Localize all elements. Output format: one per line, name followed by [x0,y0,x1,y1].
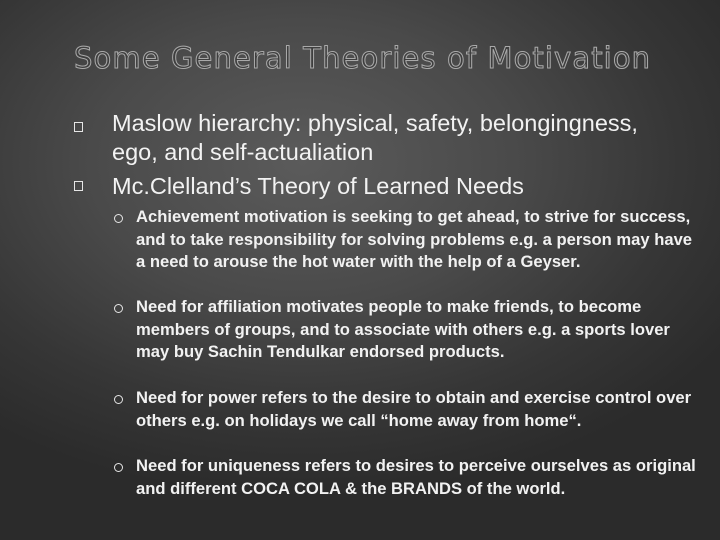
sub-bullet-achievement: Achievement motivation is seeking to get ahead, to strive for success, and to take responsibility for solving problems e.g. a person may have a need to arouse the hot water with the help of a Geyser. [136,207,693,272]
bullet-mcclelland: Mc.Clelland’s Theory of Learned Needs [112,173,524,199]
bullet-maslow: Maslow hierarchy: physical, safety, belongingness, ego, and self-actualiation [112,110,638,165]
circle-bullet-icon [114,304,123,313]
sub-bullet-power: Need for power refers to the desire to obtain and exercise control over others e.g. on holidays we call “home away from home“. [136,388,692,430]
circle-bullet-icon [114,395,123,404]
sub-bullet-uniqueness: Need for uniqueness refers to desires to perceive ourselves as original and different COCA COLA & the BRANDS of the world. [136,456,696,498]
sub-bullet-affiliation: Need for affiliation motivates people to make friends, to become members of groups, and to associate with others e.g. a sports lover may buy Sachin Tendulkar endorsed products. [136,297,670,362]
circle-bullet-icon [114,214,123,223]
square-bullet-icon [74,122,83,132]
square-bullet-icon [74,181,83,191]
circle-bullet-icon [114,463,123,472]
slide-title: Some General Theories of Motivation [74,41,652,75]
